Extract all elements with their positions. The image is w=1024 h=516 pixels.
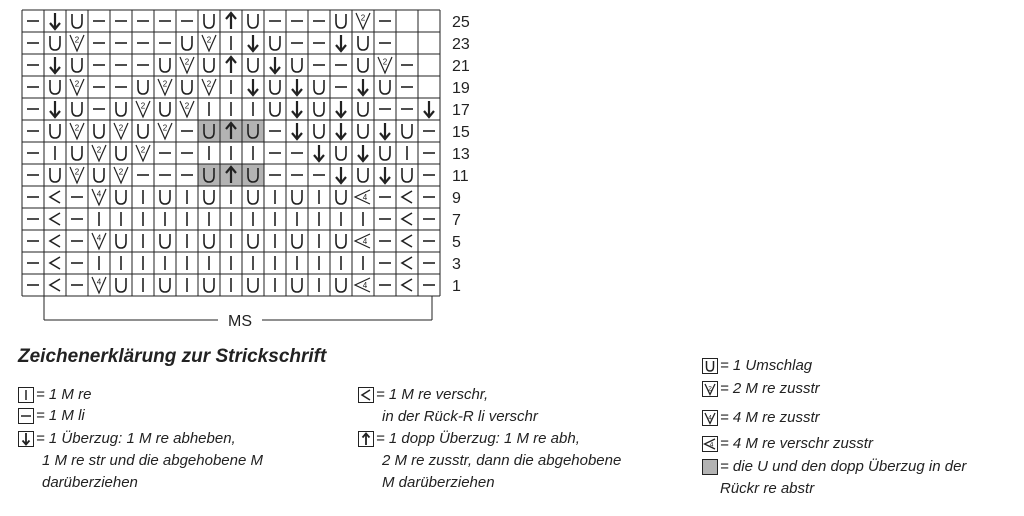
k2tog-symbol [92, 145, 106, 161]
purl-stitch-icon [18, 408, 34, 424]
svg-text:2: 2 [96, 145, 102, 155]
yarn-over-symbol [116, 146, 126, 160]
legend-knit-text: = 1 M re [36, 386, 92, 403]
svg-text:4: 4 [362, 237, 368, 246]
yarn-over-symbol [336, 278, 346, 292]
yarn-over-symbol [204, 58, 214, 72]
svg-text:2: 2 [118, 123, 124, 133]
k2tog-symbol [202, 79, 216, 95]
yarn-over-symbol [116, 234, 126, 248]
svg-text:4: 4 [709, 441, 714, 449]
k4tog-tbl-symbol [355, 234, 370, 248]
skp-arrow-symbol [292, 123, 302, 139]
k2tog-symbol [136, 145, 150, 161]
yarn-over-symbol [204, 190, 214, 204]
k2tog-symbol [136, 101, 150, 117]
skp-arrow-symbol [380, 123, 390, 139]
yarn-over-symbol [116, 278, 126, 292]
svg-text:2: 2 [74, 35, 80, 45]
yarn-over-symbol [50, 80, 60, 94]
double-decrease-icon [358, 431, 374, 447]
k2tog-symbol [356, 13, 370, 29]
yarn-over-symbol [160, 102, 170, 116]
legend-title: Zeichenerklärung zur Strickschrift [18, 346, 327, 367]
row-number: 1 [452, 278, 461, 295]
yarn-over-symbol [160, 58, 170, 72]
double-decrease-symbol [226, 57, 236, 73]
yarn-over-symbol [160, 234, 170, 248]
yarn-over-symbol [380, 80, 390, 94]
yarn-over-symbol [204, 14, 214, 28]
skp-arrow-symbol [270, 57, 280, 73]
yarn-over-symbol [248, 58, 258, 72]
yarn-over-symbol [292, 58, 302, 72]
svg-text:2: 2 [184, 101, 190, 111]
legend-gray-text: = die U und den dopp Überzug in der [720, 458, 967, 475]
legend-double-dec-text: = 1 dopp Überzug: 1 M re abh, [376, 430, 580, 447]
skp-arrow-symbol [50, 101, 60, 117]
k4tog-symbol [92, 189, 106, 205]
yarn-over-symbol [358, 168, 368, 182]
k4tog-symbol [92, 277, 106, 293]
yarn-over-symbol [314, 80, 324, 94]
yarn-over-symbol [204, 234, 214, 248]
yarn-over-symbol [138, 80, 148, 94]
svg-text:2: 2 [360, 13, 366, 23]
row-number: 21 [452, 58, 470, 75]
legend-skp-text-3: darüberziehen [42, 474, 138, 491]
skp-arrow-symbol [336, 167, 346, 183]
svg-text:2: 2 [74, 167, 80, 177]
row-number: 15 [452, 124, 470, 141]
twisted-knit-symbol [50, 191, 60, 203]
twisted-knit-symbol [402, 213, 412, 225]
yarn-over-symbol [94, 124, 104, 138]
row-number: 7 [452, 212, 461, 229]
k2tog-symbol [180, 57, 194, 73]
legend-twisted-text-2: in der Rück-R li verschr [382, 408, 538, 425]
yarn-over-symbol [358, 36, 368, 50]
k2tog-symbol [70, 167, 84, 183]
yarn-over-symbol [50, 36, 60, 50]
twisted-knit-symbol [50, 279, 60, 291]
yarn-over-symbol [402, 124, 412, 138]
yarn-over-symbol [50, 124, 60, 138]
skp-arrow-symbol [50, 13, 60, 29]
svg-text:2: 2 [206, 79, 212, 89]
yarn-over-symbol [248, 190, 258, 204]
legend-double-dec-text-2: 2 M re zusstr, dann die abgehobene [382, 452, 622, 469]
yarn-over-icon [702, 358, 718, 374]
svg-text:2: 2 [382, 57, 388, 67]
yarn-over-symbol [358, 58, 368, 72]
k2tog-symbol [158, 79, 172, 95]
k2tog-symbol [70, 123, 84, 139]
svg-text:2: 2 [74, 79, 80, 89]
twisted-knit-symbol [50, 213, 60, 225]
skp-arrow-symbol [424, 101, 434, 117]
yarn-over-symbol [72, 14, 82, 28]
twisted-knit-symbol [50, 257, 60, 269]
k2tog-symbol [180, 101, 194, 117]
skp-arrow-symbol [336, 123, 346, 139]
skp-arrow-symbol [292, 101, 302, 117]
twisted-knit-icon [358, 387, 374, 403]
k4tog-icon [702, 410, 718, 426]
k4tog-tbl-icon [702, 436, 718, 452]
k4tog-tbl-symbol [355, 278, 370, 292]
yarn-over-symbol [358, 124, 368, 138]
yarn-over-symbol [336, 14, 346, 28]
svg-text:2: 2 [74, 123, 80, 133]
yarn-over-symbol [94, 168, 104, 182]
yarn-over-symbol [116, 190, 126, 204]
legend-k2tog-text: = 2 M re zusstr [720, 380, 820, 397]
skp-arrow-symbol [380, 167, 390, 183]
k2tog-symbol [202, 35, 216, 51]
yarn-over-symbol [402, 168, 412, 182]
legend-yo-text: = 1 Umschlag [720, 357, 813, 374]
row-number: 25 [452, 14, 470, 31]
row-number: 13 [452, 146, 470, 163]
yarn-over-symbol [182, 80, 192, 94]
yarn-over-symbol [50, 168, 60, 182]
k2tog-symbol [70, 79, 84, 95]
yarn-over-symbol [160, 278, 170, 292]
k4tog-symbol [92, 233, 106, 249]
gray-cell-icon [702, 459, 718, 475]
skp-arrow-symbol [248, 35, 258, 51]
knit-stitch-icon [18, 387, 34, 403]
ms-label: MS [228, 313, 252, 330]
row-number: 17 [452, 102, 470, 119]
yarn-over-symbol [270, 36, 280, 50]
svg-text:4: 4 [96, 277, 102, 287]
row-number: 19 [452, 80, 470, 97]
yarn-over-symbol [248, 278, 258, 292]
svg-text:2: 2 [708, 385, 712, 393]
legend-k4tog-text: = 4 M re zusstr [720, 409, 820, 426]
legend-skp-text: = 1 Überzug: 1 M re abheben, [36, 430, 236, 447]
k2tog-symbol [158, 123, 172, 139]
yarn-over-symbol [292, 190, 302, 204]
k2tog-symbol [114, 123, 128, 139]
yarn-over-symbol [182, 36, 192, 50]
skp-decrease-icon [18, 431, 34, 447]
yarn-over-symbol [204, 278, 214, 292]
yarn-over-symbol [248, 234, 258, 248]
k4tog-tbl-symbol [355, 190, 370, 204]
twisted-knit-symbol [402, 279, 412, 291]
twisted-knit-symbol [402, 235, 412, 247]
yarn-over-symbol [358, 102, 368, 116]
svg-text:2: 2 [162, 79, 168, 89]
yarn-over-symbol [292, 278, 302, 292]
svg-text:4: 4 [362, 193, 368, 202]
row-number: 3 [452, 256, 461, 273]
yarn-over-symbol [292, 234, 302, 248]
legend-k4tog-tbl-text: = 4 M re verschr zusstr [720, 435, 873, 452]
k2tog-symbol [114, 167, 128, 183]
yarn-over-symbol [270, 102, 280, 116]
yarn-over-symbol [72, 58, 82, 72]
yarn-over-symbol [160, 190, 170, 204]
skp-arrow-symbol [336, 101, 346, 117]
twisted-knit-symbol [402, 191, 412, 203]
twisted-knit-symbol [50, 235, 60, 247]
row-number: 11 [452, 168, 469, 185]
yarn-over-symbol [336, 190, 346, 204]
yarn-over-symbol [72, 102, 82, 116]
chart-grid [22, 10, 440, 296]
twisted-knit-symbol [402, 257, 412, 269]
row-number: 9 [452, 190, 461, 207]
svg-text:2: 2 [140, 145, 146, 155]
legend-purl-text: = 1 M li [36, 407, 85, 424]
skp-arrow-symbol [358, 79, 368, 95]
legend-skp-text-2: 1 M re str und die abgehobene M [42, 452, 263, 469]
svg-text:4: 4 [96, 189, 102, 199]
k2tog-icon [702, 381, 718, 397]
yarn-over-symbol [138, 124, 148, 138]
svg-text:2: 2 [184, 57, 190, 67]
skp-arrow-symbol [292, 79, 302, 95]
svg-text:4: 4 [96, 233, 102, 243]
skp-arrow-symbol [50, 57, 60, 73]
svg-text:2: 2 [118, 167, 124, 177]
row-number: 5 [452, 234, 461, 251]
k2tog-symbol [70, 35, 84, 51]
k2tog-symbol [378, 57, 392, 73]
skp-arrow-symbol [314, 145, 324, 161]
yarn-over-symbol [314, 124, 324, 138]
skp-arrow-symbol [248, 79, 258, 95]
yarn-over-symbol [314, 102, 324, 116]
legend-double-dec-text-3: M darüberziehen [382, 474, 495, 491]
yarn-over-symbol [116, 102, 126, 116]
yarn-over-symbol [248, 14, 258, 28]
skp-arrow-symbol [336, 35, 346, 51]
svg-text:2: 2 [206, 35, 212, 45]
yarn-over-symbol [72, 146, 82, 160]
svg-text:4: 4 [708, 414, 712, 422]
yarn-over-symbol [270, 80, 280, 94]
svg-text:4: 4 [362, 281, 368, 290]
legend-twisted-text: = 1 M re verschr, [376, 386, 489, 403]
row-number: 23 [452, 36, 470, 53]
yarn-over-symbol [336, 146, 346, 160]
yarn-over-symbol [336, 234, 346, 248]
double-decrease-symbol [226, 13, 236, 29]
yarn-over-symbol [380, 146, 390, 160]
skp-arrow-symbol [358, 145, 368, 161]
svg-text:2: 2 [162, 123, 168, 133]
legend-gray-text-2: Rückr re abstr [720, 480, 815, 497]
svg-text:2: 2 [140, 101, 146, 111]
